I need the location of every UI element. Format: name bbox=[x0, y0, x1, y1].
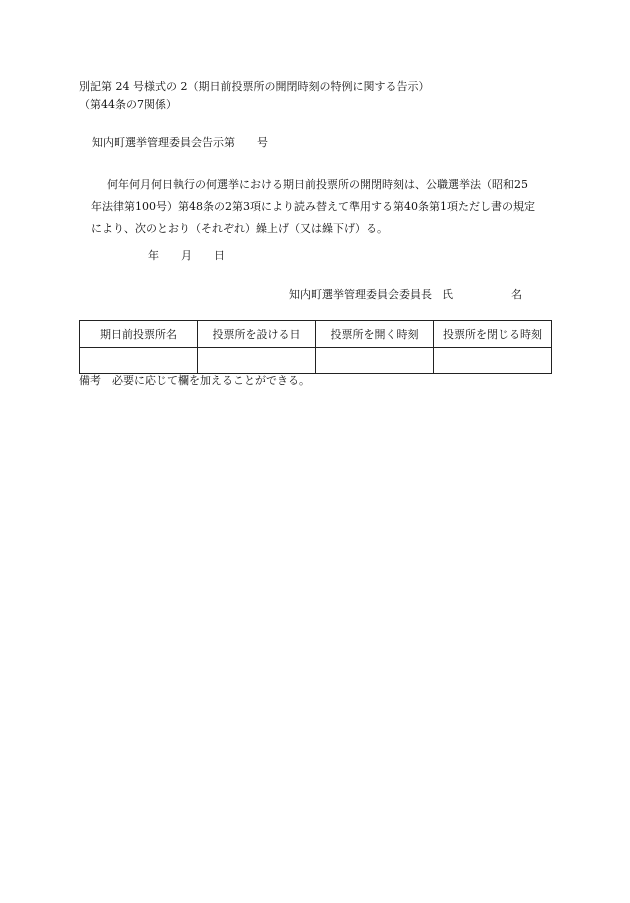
notice-body bbox=[79, 174, 554, 240]
signature-line bbox=[289, 286, 522, 302]
column-header-open-date: 投票所を設ける日 bbox=[198, 321, 316, 348]
column-header-close-time: 投票所を閉じる時刻 bbox=[434, 321, 552, 348]
table-cell bbox=[316, 348, 434, 374]
table-cell bbox=[80, 348, 198, 374]
column-header-open-time: 投票所を開く時刻 bbox=[316, 321, 434, 348]
body-line-1: 何年何月何日執行の何選挙における期日前投票所の開閉時刻は、公職選挙法（昭和25 bbox=[107, 178, 528, 191]
signature-surname-label: 氏 bbox=[442, 288, 453, 301]
form-title: 別記第 24 号様式の 2（期日前投票所の開閉時刻の特例に関する告示） bbox=[79, 80, 430, 93]
table-header-row bbox=[80, 321, 552, 348]
notice-number: 知内町選挙管理委員会告示第 号 bbox=[92, 136, 268, 149]
table-cell bbox=[198, 348, 316, 374]
remark-note: 備考 必要に応じて欄を加えることができる。 bbox=[79, 374, 310, 387]
body-line-3: により、次のとおり（それぞれ）繰上げ（又は繰下げ）る。 bbox=[91, 222, 388, 235]
table-cell bbox=[434, 348, 552, 374]
date-month-label: 月 bbox=[181, 249, 192, 262]
schedule-table bbox=[79, 320, 552, 374]
signature-title: 知内町選挙管理委員会委員長 bbox=[289, 288, 432, 301]
date-line bbox=[148, 247, 225, 263]
date-year-label: 年 bbox=[148, 249, 159, 262]
column-header-station: 期日前投票所名 bbox=[80, 321, 198, 348]
body-line-2: 年法律第100号）第48条の2第3項により読み替えて準用する第40条第1項ただし書の規定 bbox=[91, 200, 535, 213]
table-row bbox=[80, 348, 552, 374]
date-day-label: 日 bbox=[214, 249, 225, 262]
form-subtitle: （第44条の7関係） bbox=[79, 98, 177, 111]
signature-name-label: 名 bbox=[511, 288, 522, 301]
